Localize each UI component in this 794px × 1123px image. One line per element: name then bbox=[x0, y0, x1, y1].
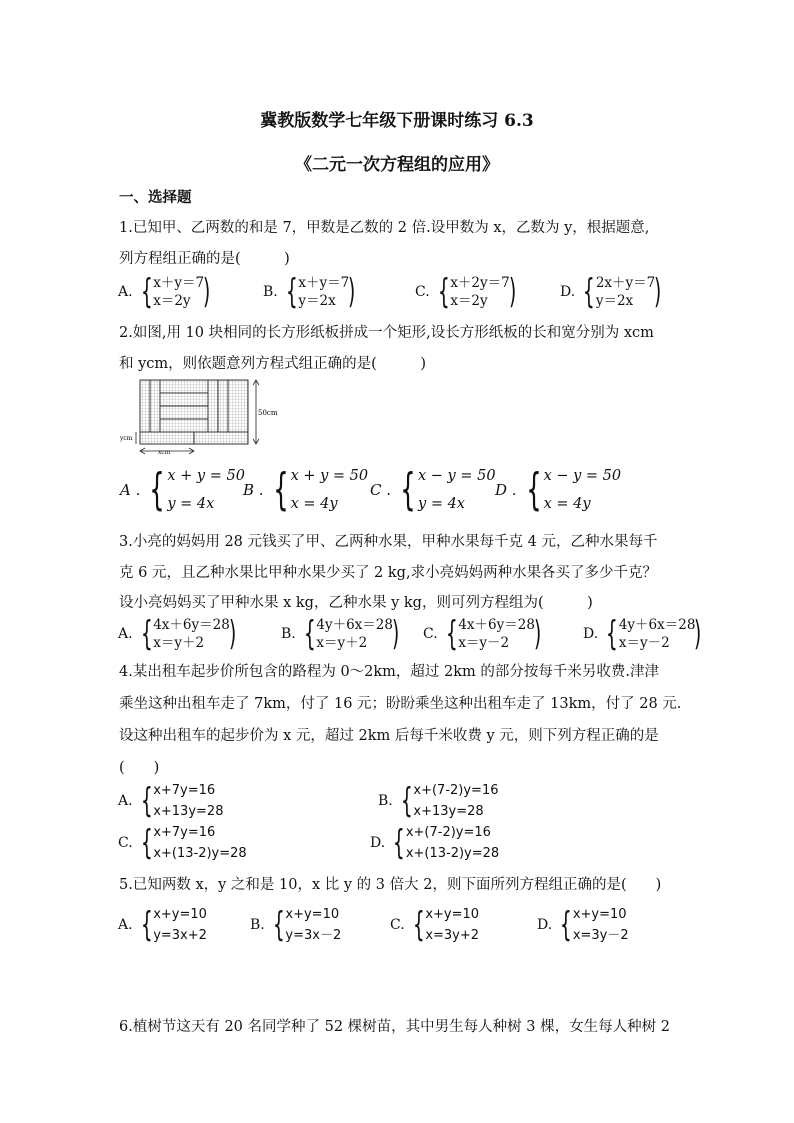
equation: x+7y=16 bbox=[153, 825, 216, 840]
brace: { bbox=[606, 614, 618, 654]
equation: x=3y－2 bbox=[572, 928, 629, 943]
option-label: D. bbox=[537, 917, 553, 933]
q4-text-line2: 乘坐这种出租车走了 7km，付了 16 元；盼盼乘坐这种出租车走了 13km，付了 28 元. bbox=[119, 696, 682, 712]
q3-option-a bbox=[118, 616, 239, 652]
brace: { bbox=[140, 781, 153, 821]
equation: 4y＋6x＝28 bbox=[316, 617, 393, 633]
brace: { bbox=[525, 464, 542, 515]
q4-option-d bbox=[370, 822, 499, 864]
equation: x − y = 50 bbox=[418, 468, 496, 484]
q1-text-line1: 1.已知甲、乙两数的和是 7，甲数是乙数的 2 倍.设甲数为 x，乙数为 y，根据题意, bbox=[119, 220, 650, 236]
brace: ) bbox=[348, 272, 356, 312]
equation: x+y=10 bbox=[285, 907, 340, 922]
equation: x + y = 50 bbox=[290, 468, 369, 484]
equation: x+(13-2)y=28 bbox=[153, 846, 247, 861]
equation: x+(13-2)y=28 bbox=[405, 846, 500, 861]
brace: { bbox=[560, 905, 572, 945]
equation: y=3x+2 bbox=[153, 928, 207, 943]
q1-option-d bbox=[560, 274, 665, 310]
brace: { bbox=[140, 823, 153, 863]
brace: ) bbox=[203, 272, 211, 312]
equation: x+7y=16 bbox=[153, 783, 216, 798]
brace: { bbox=[400, 781, 413, 821]
equation: x+(7-2)y=16 bbox=[405, 825, 491, 840]
brace: { bbox=[140, 905, 153, 945]
q4-text-line4: ( ) bbox=[119, 760, 160, 776]
option-label: D. bbox=[560, 284, 576, 300]
equation: 2x＋y＝7 bbox=[595, 275, 656, 291]
page-title: 冀教版数学七年级下册课时练习 6.3 bbox=[260, 111, 534, 131]
equation: x = 4y bbox=[543, 496, 591, 512]
q2-text-line1: 2.如图,用 10 块相同的长方形纸板拼成一个矩形,设长方形纸板的长和宽分别为 xcm bbox=[119, 325, 654, 341]
equation: x − y = 50 bbox=[543, 468, 622, 484]
equation: x＋y＝7 bbox=[153, 275, 205, 291]
brace: { bbox=[393, 823, 405, 863]
brace: { bbox=[140, 272, 153, 312]
option-label: C. bbox=[118, 835, 133, 851]
option-label: D. bbox=[583, 626, 599, 642]
page-subtitle: 《二元一次方程组的应用》 bbox=[295, 155, 499, 175]
q5-option-a bbox=[118, 904, 207, 946]
equation: y = 4x bbox=[167, 496, 215, 512]
q1-text-line2: 列方程组正确的是( ) bbox=[119, 251, 290, 267]
q4-text-line1: 4.某出租车起步价所包含的路程为 0～2km，超过 2km 的部分按每千米另收费.津津 bbox=[119, 664, 660, 680]
section-heading: 一、选择题 bbox=[119, 189, 192, 206]
option-label: A. bbox=[118, 917, 133, 933]
option-label: A. bbox=[118, 626, 133, 642]
q5-option-d bbox=[537, 904, 629, 946]
q5-option-c bbox=[390, 904, 479, 946]
option-label: C. bbox=[390, 917, 405, 933]
q1-option-a bbox=[118, 274, 213, 310]
q1-option-c bbox=[415, 274, 519, 310]
q1-option-b bbox=[263, 274, 359, 310]
brace: ) bbox=[228, 614, 237, 654]
option-label: B. bbox=[250, 917, 265, 933]
equation: y＝2x bbox=[298, 293, 336, 309]
q5-option-b bbox=[250, 904, 341, 946]
equation: x=3y+2 bbox=[425, 928, 480, 943]
brace: { bbox=[400, 464, 416, 515]
q5-text-line1: 5.已知两数 x，y 之和是 10，x 比 y 的 3 倍大 2，则下面所列方程组正确的是( ) bbox=[119, 877, 662, 893]
q2-option-a bbox=[120, 462, 245, 518]
brace: ) bbox=[654, 272, 662, 312]
equation: x + y = 50 bbox=[167, 468, 245, 484]
equation: x＝2y bbox=[153, 293, 191, 309]
q3-option-b bbox=[281, 616, 402, 652]
equation: x+(7-2)y=16 bbox=[413, 783, 499, 798]
brace: ) bbox=[391, 614, 400, 654]
equation: x＋2y＝7 bbox=[450, 275, 510, 291]
equation: x＋y＝7 bbox=[298, 275, 350, 291]
equation: 4x＋6y＝28 bbox=[458, 617, 535, 633]
q4-option-b bbox=[378, 780, 498, 822]
option-label: A. bbox=[118, 284, 133, 300]
rectangle-tiling-figure bbox=[118, 378, 278, 458]
brace: { bbox=[140, 614, 153, 654]
equation: x＝y＋2 bbox=[153, 635, 205, 651]
brace: { bbox=[285, 272, 298, 312]
equation: y=3x－2 bbox=[285, 928, 342, 943]
brace: { bbox=[583, 272, 595, 312]
option-label: B . bbox=[243, 481, 264, 499]
brace: ) bbox=[533, 614, 542, 654]
brace: { bbox=[412, 905, 425, 945]
equation: x＝y－2 bbox=[458, 635, 510, 651]
q4-option-c bbox=[118, 822, 247, 864]
equation: x＝y＋2 bbox=[316, 635, 368, 651]
q3-text-line3: 设小亮妈妈买了甲种水果 x kg，乙种水果 y kg，则可列方程组为( ) bbox=[119, 595, 593, 611]
x-label: xcm bbox=[158, 449, 171, 456]
q6-text-line1: 6.植树节这天有 20 名同学种了 52 棵树苗，其中男生每人种树 3 棵，女生每人种树 2 bbox=[119, 1019, 670, 1035]
q2-option-d bbox=[495, 462, 621, 518]
q2-option-c bbox=[370, 462, 496, 518]
height-label: 50cm bbox=[258, 409, 278, 417]
y-label: ycm bbox=[120, 435, 133, 442]
q4-text-line3: 设这种出租车的起步价为 x 元，超过 2km 后每千米收费 y 元，则下列方程正确的是 bbox=[119, 728, 659, 744]
brace: ) bbox=[508, 272, 517, 312]
option-label: C. bbox=[415, 284, 430, 300]
q3-option-c bbox=[423, 616, 544, 652]
brace: ) bbox=[694, 614, 702, 654]
q4-option-a bbox=[118, 780, 223, 822]
brace: { bbox=[272, 905, 285, 945]
option-label: A. bbox=[118, 793, 133, 809]
q2-text-line2: 和 ycm，则依题意列方程式组正确的是( ) bbox=[119, 356, 426, 372]
equation: x＝2y bbox=[450, 293, 488, 309]
brace: { bbox=[437, 272, 450, 312]
brace: { bbox=[303, 614, 316, 654]
brace: { bbox=[272, 464, 289, 515]
equation: x+y=10 bbox=[572, 907, 627, 922]
q3-text-line2: 克 6 元，且乙种水果比甲种水果少买了 2 kg,求小亮妈妈两种水果各买了多少千克？ bbox=[119, 565, 658, 581]
equation: y＝2x bbox=[595, 293, 634, 309]
option-label: B. bbox=[378, 793, 393, 809]
option-label: D . bbox=[495, 481, 517, 499]
equation: y = 4x bbox=[418, 496, 465, 512]
q2-option-b bbox=[243, 462, 368, 518]
equation: x = 4y bbox=[290, 496, 338, 512]
option-label: A . bbox=[120, 481, 141, 499]
option-label: C. bbox=[423, 626, 438, 642]
q3-option-d bbox=[583, 616, 705, 652]
option-label: D. bbox=[370, 835, 386, 851]
option-label: C . bbox=[370, 481, 392, 499]
option-label: B. bbox=[281, 626, 296, 642]
q3-text-line1: 3.小亮的妈妈用 28 元钱买了甲、乙两种水果，甲种水果每千克 4 元，乙种水果每千 bbox=[119, 534, 658, 550]
brace: { bbox=[445, 614, 458, 654]
equation: 4x＋6y＝28 bbox=[153, 617, 230, 633]
equation: x+13y=28 bbox=[413, 804, 484, 819]
equation: x＝y－2 bbox=[618, 635, 670, 651]
option-label: B. bbox=[263, 284, 278, 300]
equation: x+y=10 bbox=[425, 907, 480, 922]
brace: { bbox=[149, 464, 166, 515]
equation: x+y=10 bbox=[153, 907, 207, 922]
equation: 4y＋6x＝28 bbox=[618, 617, 696, 633]
equation: x+13y=28 bbox=[153, 804, 224, 819]
